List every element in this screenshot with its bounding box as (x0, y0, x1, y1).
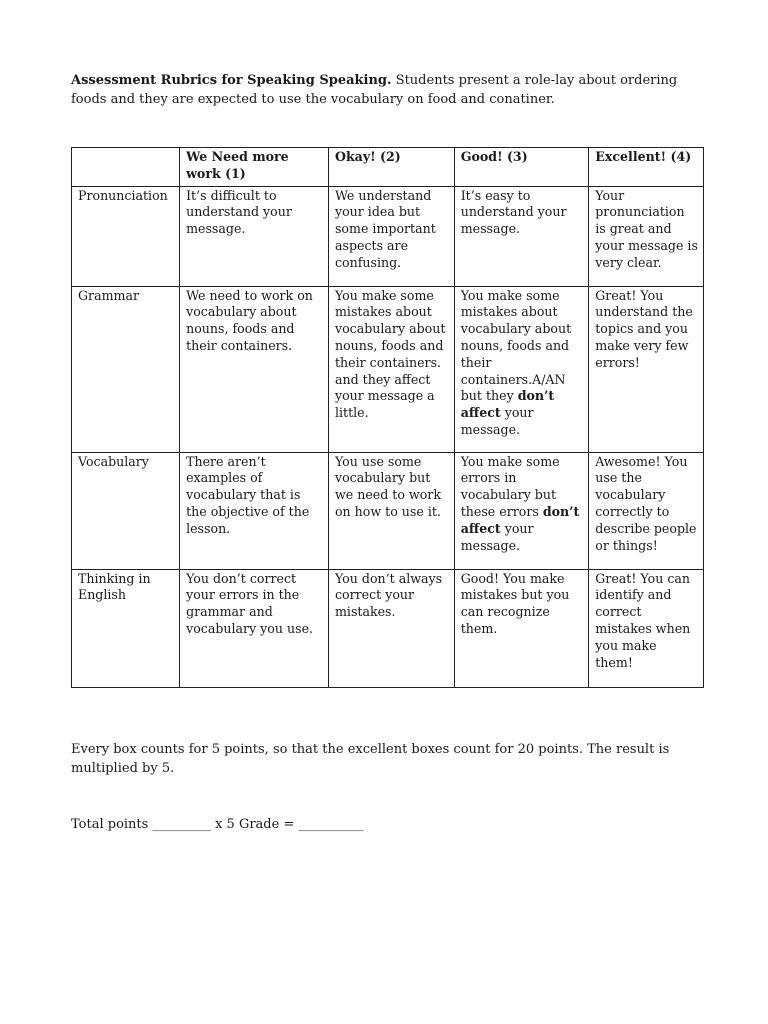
level-3-text-b: your message. (460, 520, 534, 553)
level-3-bold: don’t affect (460, 503, 580, 536)
level-3-text-a: You make some mistakes about vocabulary about nouns, foods and their containers.A/AN but they (460, 287, 572, 404)
level-2-cell: We understand your idea but some important aspects are confusing. (328, 186, 454, 286)
level-2-cell: You make some mistakes about vocabulary about nouns, foods and their containers. and they affect your message a little. (328, 286, 454, 452)
rubric-table (71, 147, 704, 688)
criterion-cell: Pronunciation (72, 186, 180, 286)
table-row-grammar (72, 286, 704, 452)
level-2-cell: You don’t always correct your mistakes. (328, 569, 454, 687)
header-criterion (72, 148, 180, 187)
criterion-cell: Thinking in English (72, 569, 180, 687)
table-row-thinking (72, 569, 704, 687)
level-3-bold: don’t affect (460, 388, 555, 421)
level-3-cell (454, 452, 589, 569)
total-points-line: Total points _________ x 5 Grade = __________ (71, 817, 364, 832)
criterion-cell: Vocabulary (72, 452, 180, 569)
document-title: Assessment Rubrics for Speaking Speaking. (71, 73, 392, 88)
level-3-cell: It’s easy to understand your message. (454, 186, 589, 286)
level-2-cell: You use some vocabulary but we need to work on how to use it. (328, 452, 454, 569)
intro-text: Students present a role-lay about ordering foods and they are expected to use the vocabulary on food and conatiner. (71, 73, 678, 107)
level-3-text-a: You make some errors in vocabulary but these errors (460, 453, 560, 519)
intro-paragraph (71, 71, 701, 109)
table-row-pronunciation (72, 186, 704, 286)
level-4-cell: Great! You can identify and correct mistakes when you make them! (589, 569, 704, 687)
header-level-2: Okay! (2) (328, 148, 454, 187)
level-1-cell: We need to work on vocabulary about nouns, foods and their containers. (180, 286, 329, 452)
criterion-cell: Grammar (72, 286, 180, 452)
header-level-1: We Need more work (1) (180, 148, 329, 187)
level-3-text-b: your message. (460, 405, 534, 437)
header-level-3: Good! (3) (454, 148, 589, 187)
scoring-note: Every box counts for 5 points, so that the excellent boxes count for 20 points. The result is multiplied by 5. (71, 742, 670, 776)
level-4-cell: Awesome! You use the vocabulary correctly to describe people or things! (589, 452, 704, 569)
table-header-row (72, 148, 704, 187)
level-4-cell: Great! You understand the topics and you make very few errors! (589, 286, 704, 452)
level-1-cell: You don’t correct your errors in the grammar and vocabulary you use. (180, 569, 329, 687)
level-3-cell (454, 286, 589, 452)
level-3-cell: Good! You make mistakes but you can recognize them. (454, 569, 589, 687)
level-4-cell: Your pronunciation is great and your message is very clear. (589, 186, 704, 286)
level-1-cell: It’s difficult to understand your message. (180, 186, 329, 286)
level-1-cell: There aren’t examples of vocabulary that is the objective of the lesson. (180, 452, 329, 569)
table-row-vocabulary (72, 452, 704, 569)
header-level-4: Excellent! (4) (589, 148, 704, 187)
